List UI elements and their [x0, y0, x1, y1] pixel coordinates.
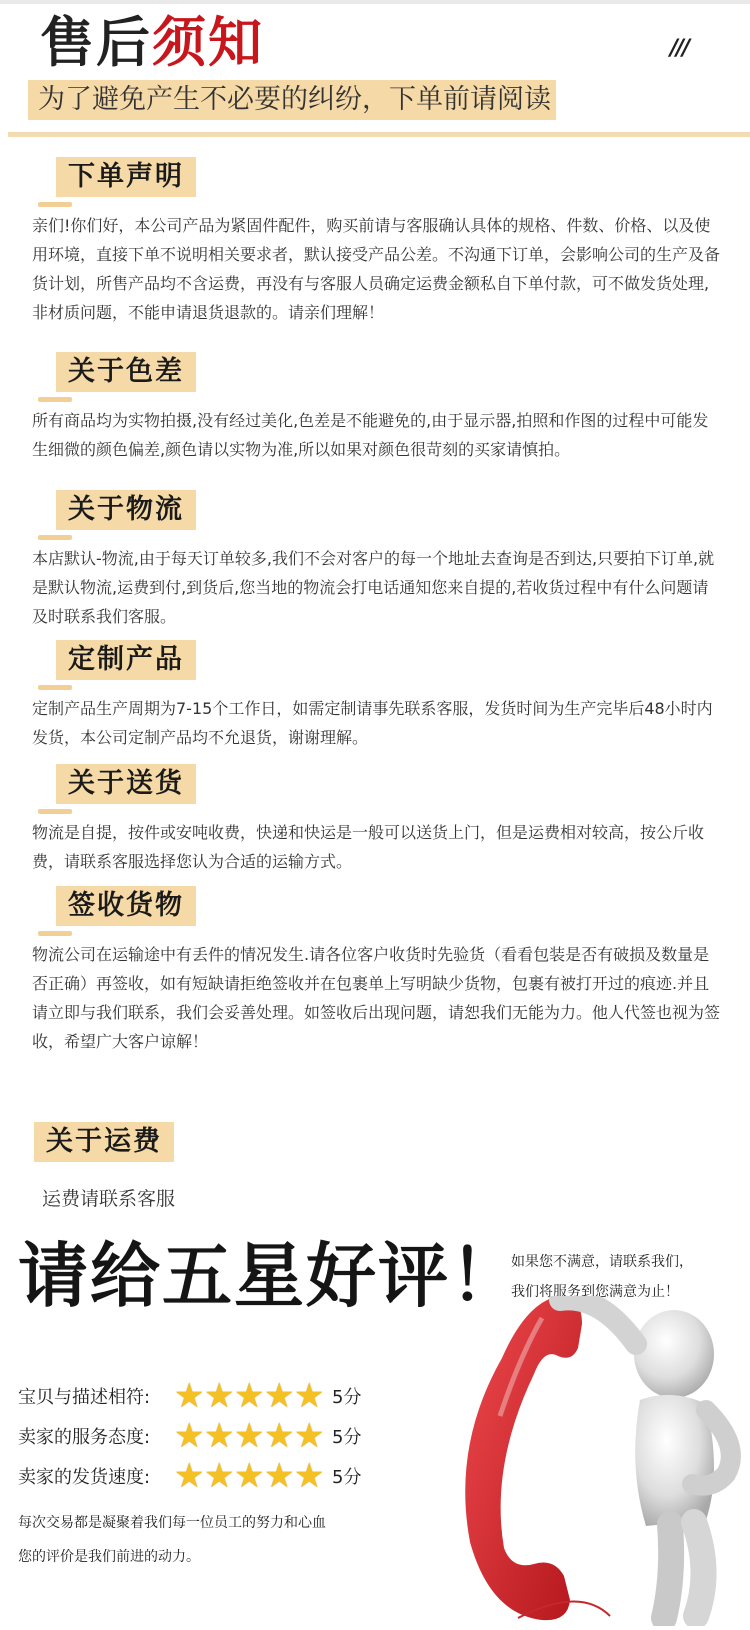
rating-label: 卖家的服务态度: [18, 1427, 151, 1448]
star-icon: ★ [204, 1456, 235, 1496]
section-logistics [0, 490, 750, 631]
section-delivery [0, 764, 750, 876]
section-title: 定制产品 [56, 640, 196, 680]
star-icon: ★ [174, 1456, 205, 1496]
star-rating [174, 1376, 325, 1416]
star-rating [174, 1456, 325, 1496]
star-rating [174, 1416, 325, 1456]
star-icon: ★ [294, 1376, 325, 1416]
section-text: 物流是自提，按件或安吨收费，快递和快运是一般可以送货上门，但是运费相对较高，按公斤收费，请联系客服选择您认为合适的运输方式。 [32, 823, 705, 871]
section-title: 下单声明 [56, 157, 196, 197]
star-icon: ★ [234, 1416, 265, 1456]
star-icon: ★ [234, 1376, 265, 1416]
five-star-review-title: 请给五星好评！ [18, 1234, 522, 1317]
section-text: 亲们!你们好，本公司产品为紧固件配件，购买前请与客服确认具体的规格、件数、价格、以及使用环境，直接下单不说明相关要求者，默认接受产品公差。不沟通下订单，会影响公司的生产及备货计划，所售产品均不含运费，再没有与客服人员确定运费金额私自下单付款，可不做发货处理,非材质问题，不能申请退货退款的。请亲们理解！ [32, 216, 721, 322]
rating-label: 卖家的发货速度: [18, 1467, 151, 1488]
rating-score: 5分 [332, 1387, 362, 1408]
star-icon: ★ [264, 1376, 295, 1416]
contact-line: 如果您不满意，请联系我们， [511, 1254, 693, 1270]
rating-score: 5分 [332, 1467, 362, 1488]
header-divider [8, 132, 750, 137]
star-icon: ★ [264, 1416, 295, 1456]
page-subtitle: 为了避免产生不必要的纠纷，下单前请阅读 [28, 80, 556, 120]
section-title-bar [38, 931, 72, 936]
star-icon: ★ [264, 1456, 295, 1496]
section-title: 签收货物 [56, 886, 196, 926]
section-title-bar [38, 685, 72, 690]
section-title-bar [38, 202, 72, 207]
title-dark-part: 售后 [40, 11, 152, 74]
star-icon: ★ [294, 1456, 325, 1496]
freight-text: 运费请联系客服 [42, 1188, 176, 1210]
section-text: 本店默认-物流,由于每天订单较多,我们不会对客户的每一个地址去查询是否到达,只要拍下订单,就是默认物流,运费到付,到货后,您当地的物流会打电话通知您来自提的,若收货过程中有什么问题请及时联系我们客服。 [32, 549, 715, 626]
section-text: 所有商品均为实物拍摄,没有经过美化,色差是不能避免的,由于显示器,拍照和作图的过程中可能发生细微的颜色偏差,颜色请以实物为准,所以如果对颜色很苛刻的买家请慎拍。 [32, 411, 709, 459]
phone-receiver-icon [465, 1297, 582, 1620]
section-order-statement [0, 157, 750, 327]
section-title: 关于送货 [56, 764, 196, 804]
rating-row-service [18, 1418, 361, 1454]
star-icon: ★ [204, 1416, 235, 1456]
footer-line: 您的评价是我们前进的动力。 [18, 1549, 200, 1565]
star-icon: ★ [234, 1456, 265, 1496]
contact-line: 我们将服务到您满意为止！ [511, 1284, 679, 1300]
section-title-bar [38, 397, 72, 402]
rating-label: 宝贝与描述相符: [18, 1387, 151, 1408]
top-border [0, 0, 750, 4]
rating-score: 5分 [332, 1427, 362, 1448]
star-icon: ★ [204, 1376, 235, 1416]
star-icon: ★ [174, 1376, 205, 1416]
rating-row-shipping-speed [18, 1458, 361, 1494]
white-figure-icon [560, 1299, 731, 1618]
section-color-difference [0, 352, 750, 464]
section-custom-products [0, 640, 750, 752]
section-text: 定制产品生产周期为7-15个工作日，如需定制请事先联系客服，发货时间为生产完毕后48小时内发货，本公司定制产品均不允退货，谢谢理解。 [32, 699, 713, 747]
title-red-part: 须知 [152, 11, 264, 74]
star-icon: ★ [174, 1416, 205, 1456]
section-receipt [0, 886, 750, 1056]
footer-line: 每次交易都是凝聚着我们每一位员工的努力和心血 [18, 1515, 326, 1531]
figure-with-phone-illustration [460, 1296, 750, 1626]
section-title: 关于色差 [56, 352, 196, 392]
section-text: 物流公司在运输途中有丢件的情况发生.请各位客户收货时先验货（看看包装是否有破损及数量是否正确）再签收，如有短缺请拒绝签收并在包裹单上写明缺少货物，包裹有被打开过的痕迹.并且请立即与我们联系，我们会妥善处理。如签收后出现问题，请恕我们无能为力。他人代签也视为签收，希望广大客户谅解！ [32, 945, 721, 1051]
freight-title: 关于运费 [34, 1122, 174, 1162]
decorative-slashes: /// [670, 36, 689, 61]
section-title: 关于物流 [56, 490, 196, 530]
page-title [40, 8, 264, 78]
section-title-bar [38, 535, 72, 540]
rating-row-description [18, 1378, 361, 1414]
section-title-bar [38, 809, 72, 814]
star-icon: ★ [294, 1416, 325, 1456]
